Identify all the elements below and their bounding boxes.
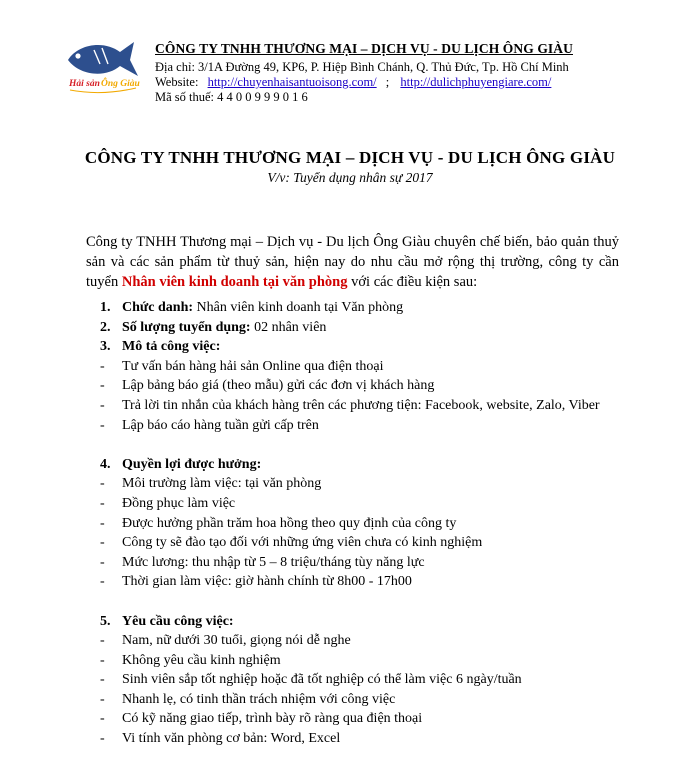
list-item [100, 729, 630, 749]
section-number: 5. [100, 613, 111, 629]
list-item-text: Tư vấn bán hàng hải sản Online qua điện thoại [122, 358, 384, 374]
bullet-dash: - [100, 378, 105, 394]
bullet-dash: - [100, 691, 105, 707]
section-value: 02 nhân viên [250, 319, 327, 335]
letterhead-address: Địa chỉ: 3/1A Đường 49, KP6, P. Hiệp Bình Chánh, Q. Thủ Đức, Tp. Hồ Chí Minh [155, 60, 569, 74]
list-item [100, 514, 630, 534]
section-job-description [100, 337, 630, 357]
list-item [100, 376, 630, 396]
website-link-1[interactable]: http://chuyenhaisantuoisong.com/ [207, 75, 377, 89]
list-item-text: Mức lương: thu nhập từ 5 – 8 triệu/tháng tùy năng lực [122, 554, 425, 570]
spacer [100, 435, 630, 455]
bullet-dash: - [100, 711, 105, 727]
list-item [100, 572, 630, 592]
section-label: Mô tả công việc: [122, 339, 221, 355]
section-label: Số lượng tuyển dụng: [122, 319, 251, 335]
list-item [100, 494, 630, 514]
bullet-dash: - [100, 731, 105, 747]
intro-paragraph [86, 232, 619, 292]
list-item [100, 709, 630, 729]
website-link-2[interactable]: http://dulichphuyengiare.com/ [400, 75, 552, 89]
list-item [100, 396, 630, 416]
list-item-text: Vi tính văn phòng cơ bản: Word, Excel [122, 731, 341, 747]
list-item-text: Lập bảng báo giá (theo mẫu) gửi các đơn vị khách hàng [122, 378, 435, 394]
section-label: Chức danh: [122, 300, 194, 315]
section-value: Nhân viên kinh doanh tại Văn phòng [193, 300, 404, 315]
bullet-dash: - [100, 652, 105, 668]
website-label: Website: [155, 75, 199, 89]
list-item-text: Lập báo cáo hàng tuần gửi cấp trên [122, 417, 319, 433]
section-label: Yêu cầu công việc: [122, 613, 234, 629]
company-logo [64, 34, 142, 112]
bullet-dash: - [100, 535, 105, 551]
bullet-dash: - [100, 515, 105, 531]
letterhead-websites [155, 75, 675, 90]
list-item-text: Nam, nữ dưới 30 tuổi, giọng nói dễ nghe [122, 633, 351, 649]
section-number: 2. [100, 319, 111, 335]
section-headcount [100, 318, 630, 338]
list-item-text: Có kỹ năng giao tiếp, trình bày rõ ràng qua điện thoại [122, 711, 423, 727]
bullet-dash: - [100, 397, 105, 413]
fish-logo-icon [64, 34, 142, 112]
list-item-text: Công ty sẽ đào tạo đối với những ứng viên chưa có kinh nghiệm [122, 535, 483, 551]
section-job-title [100, 298, 630, 318]
list-item [100, 631, 630, 651]
list-item [100, 357, 630, 377]
list-item-text: Đồng phục làm việc [122, 495, 236, 511]
intro-highlight: Nhân viên kinh doanh tại văn phòng [121, 274, 348, 290]
section-requirements [100, 612, 630, 632]
section-number: 1. [100, 300, 111, 315]
bullet-dash: - [100, 672, 105, 688]
bullet-dash: - [100, 358, 105, 374]
list-item [100, 533, 630, 553]
list-item [100, 651, 630, 671]
document-title: CÔNG TY TNHH THƯƠNG MẠI – DỊCH VỤ - DU LỊCH ÔNG GIÀU [84, 148, 616, 167]
letterhead-tax-code: Mã số thuế: 4 4 0 0 9 9 9 0 1 6 [155, 90, 308, 104]
list-item [100, 670, 630, 690]
list-item [100, 553, 630, 573]
list-item [100, 474, 630, 494]
svg-text:Ông Giàu: Ông Giàu [101, 79, 140, 89]
intro-text-before: Công ty TNHH Thương mại – Dịch vụ - Du lịch Ông Giàu chuyên chế biến, bảo quản thuỷ sản và các sản phẩm từ thuỷ sản, hiện nay do nhu cầu mở rộng thị trường, công ty cần tuyển [86, 234, 619, 290]
list-item [100, 416, 630, 436]
spacer [100, 592, 630, 612]
section-number: 3. [100, 339, 111, 355]
website-separator: ; [385, 75, 390, 89]
list-item-text: Nhanh lẹ, có tinh thần trách nhiệm với công việc [122, 691, 396, 707]
list-item-text: Môi trường làm việc: tại văn phòng [122, 476, 322, 492]
list-item-text: Trả lời tin nhắn của khách hàng trên các phương tiện: Facebook, website, Zalo, Viber [122, 397, 600, 413]
section-label: Quyền lợi được hưởng: [122, 456, 262, 472]
bullet-dash: - [100, 554, 105, 570]
bullet-dash: - [100, 574, 105, 590]
bullet-dash: - [100, 476, 105, 492]
list-item-text: Sinh viên sắp tốt nghiệp hoặc đã tốt nghiệp có thể làm việc 6 ngày/tuần [122, 672, 522, 688]
list-item-text: Được hưởng phần trăm hoa hồng theo quy định của công ty [122, 515, 457, 531]
list-item-text: Thời gian làm việc: giờ hành chính từ 8h00 - 17h00 [122, 574, 412, 590]
job-details [100, 298, 630, 749]
list-item [100, 690, 630, 710]
document-subtitle: V/v: Tuyển dụng nhân sự 2017 [267, 170, 433, 185]
letterhead-company-name: CÔNG TY TNHH THƯƠNG MẠI – DỊCH VỤ - DU LỊCH ÔNG GIÀU [155, 41, 573, 56]
list-item-text: Không yêu cầu kinh nghiệm [122, 652, 281, 668]
letterhead [155, 41, 675, 105]
bullet-dash: - [100, 633, 105, 649]
section-benefits [100, 455, 630, 475]
bullet-dash: - [100, 495, 105, 511]
bullet-dash: - [100, 417, 105, 433]
intro-text-after: với các điều kiện sau: [347, 274, 478, 290]
section-number: 4. [100, 456, 111, 472]
svg-text:Hải sản: Hải sản [69, 79, 100, 89]
